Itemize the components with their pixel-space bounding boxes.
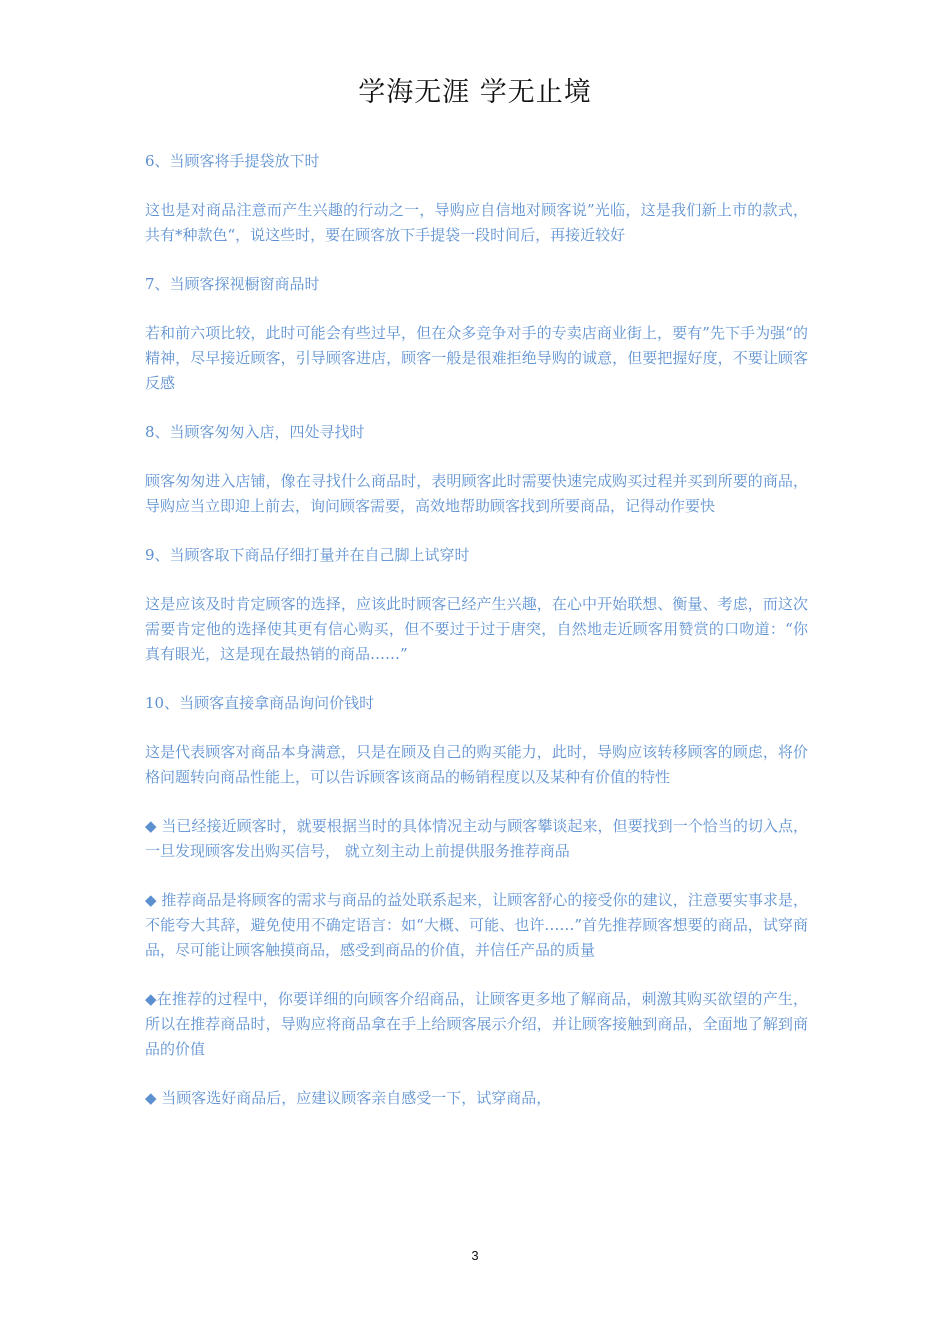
section-body-6: 这也是对商品注意而产生兴趣的行动之一，导购应自信地对顾客说”光临，这是我们新上市的款式，共有*种款色“，说这些时，要在顾客放下手提袋一段时间后，再接近较好 — [145, 201, 808, 244]
section-heading-9: 9、当顾客取下商品仔细打量并在自己脚上试穿时 — [145, 546, 470, 564]
page-header-title: 学海无涯 学无止境 — [358, 77, 592, 108]
page-number: 3 — [471, 1248, 479, 1263]
bullet-paragraph-3: ◆在推荐的过程中，你要详细的向顾客介绍商品，让顾客更多地了解商品，刺激其购买欲望的产生，所以在推荐商品时，导购应将商品拿在手上给顾客展示介绍，并让顾客接触到商品，全面地了解到商品的价值 — [145, 990, 808, 1058]
bullet-paragraph-2: ◆ 推荐商品是将顾客的需求与商品的益处联系起来，让顾客舒心的接受你的建议，注意要实事求是，不能夸大其辞，避免使用不确定语言：如“大概、可能、也许……”首先推荐顾客想要的商品，试穿商品，尽可能让顾客触摸商品，感受到商品的价值，并信任产品的质量 — [145, 891, 808, 959]
section-body-10: 这是代表顾客对商品本身满意，只是在顾及自己的购买能力，此时，导购应该转移顾客的顾虑，将价格问题转向商品性能上，可以告诉顾客该商品的畅销程度以及某种有价值的特性 — [145, 743, 808, 786]
section-heading-8: 8、当顾客匆匆入店，四处寻找时 — [145, 423, 365, 441]
section-body-7: 若和前六项比较，此时可能会有些过早，但在众多竞争对手的专卖店商业街上，要有”先下手为强“的精神，尽早接近顾客，引导顾客进店，顾客一般是很难拒绝导购的诚意，但要把握好度，不要让顾客反感 — [145, 324, 808, 392]
document-body — [145, 149, 808, 1135]
section-heading-7: 7、当顾客探视橱窗商品时 — [145, 275, 320, 293]
section-heading-10: 10、当顾客直接拿商品询问价钱时 — [145, 694, 375, 712]
bullet-paragraph-1: ◆ 当已经接近顾客时，就要根据当时的具体情况主动与顾客攀谈起来，但要找到一个恰当的切入点，一旦发现顾客发出购买信号， 就立刻主动上前提供服务推荐商品 — [145, 817, 808, 860]
section-body-8: 顾客匆匆进入店铺，像在寻找什么商品时，表明顾客此时需要快速完成购买过程并买到所要的商品，导购应当立即迎上前去，询问顾客需要，高效地帮助顾客找到所要商品，记得动作要快 — [145, 472, 808, 515]
bullet-paragraph-4: ◆ 当顾客选好商品后，应建议顾客亲自感受一下，试穿商品， — [145, 1089, 552, 1107]
section-body-9: 这是应该及时肯定顾客的选择，应该此时顾客已经产生兴趣，在心中开始联想、衡量、考虑，而这次需要肯定他的选择使其更有信心购买，但不要过于过于唐突，自然地走近顾客用赞赏的口吻道：“你真有眼光，这是现在最热销的商品……” — [145, 595, 808, 663]
section-heading-6: 6、当顾客将手提袋放下时 — [145, 152, 320, 170]
